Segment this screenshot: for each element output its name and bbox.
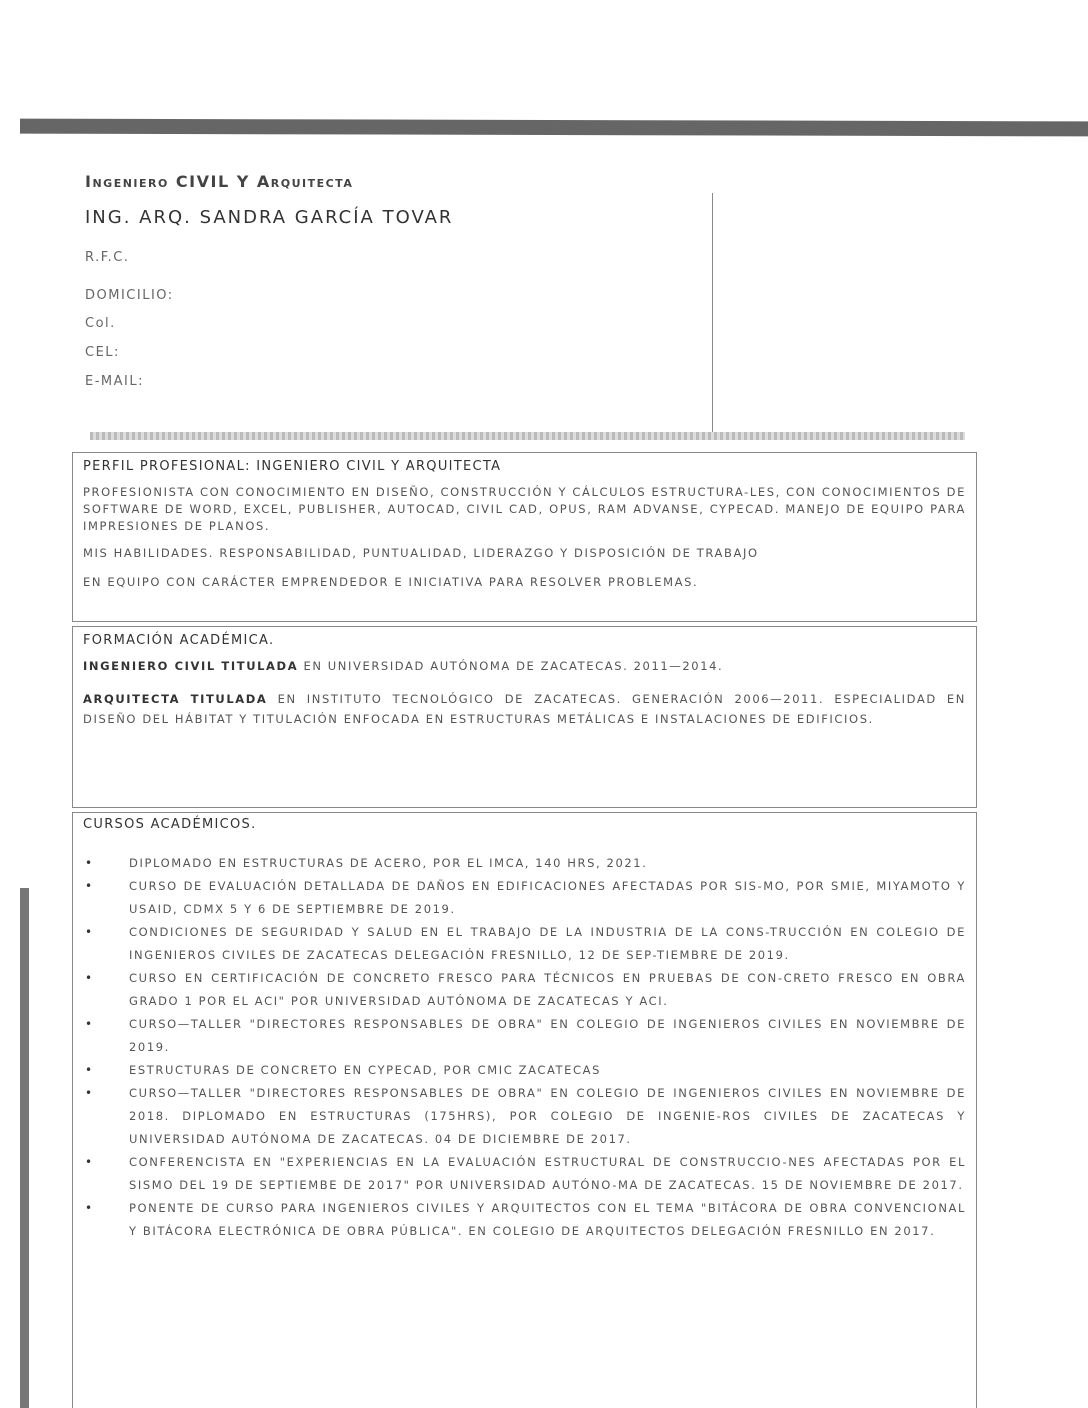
formacion-section <box>72 626 977 808</box>
course-item <box>83 967 966 1013</box>
cursos-section <box>72 812 977 1408</box>
bullet-icon: • <box>85 925 94 939</box>
cursos-title: CURSOS ACADÉMICOS. <box>83 817 257 832</box>
perfil-text: PROFESIONISTA CON CONOCIMIENTO EN DISEÑO, CONSTRUCCIÓN Y CÁLCULOS ESTRUCTURA-LES, CON CONOCIMIENTOS DE SOFTWARE DE WORD, EXCEL, PUBLISHER, AUTOCAD, CIVIL CAD, OPUS, RAM ADVANSE, CYPECAD. MANEJO DE EQUIPO PARA IMPRESIONES DE PLANOS. <box>83 485 966 533</box>
perfil-skills-cont: EN EQUIPO CON CARÁCTER EMPRENDEDOR E INICIATIVA PARA RESOLVER PROBLEMAS. <box>83 575 699 589</box>
perfil-title: PERFIL PROFESIONAL: INGENIERO CIVIL Y ARQUITECTA <box>83 459 502 474</box>
bullet-icon: • <box>85 1155 94 1169</box>
email-label: E-MAIL: <box>85 374 144 389</box>
col-label: Col. <box>85 316 116 331</box>
education-entry <box>83 689 966 729</box>
bullet-icon: • <box>85 1201 94 1215</box>
course-text: CONDICIONES DE SEGURIDAD Y SALUD EN EL TRABAJO DE LA INDUSTRIA DE LA CONS-TRUCCIÓN EN COLEGIO DE INGENIEROS CIVILES DE ZACATECAS DELEGACIÓN FRESNILLO, 12 DE SEP-TIEMBRE DE 2019. <box>129 925 966 962</box>
bullet-icon: • <box>85 1063 94 1077</box>
perfil-section <box>72 452 977 622</box>
person-name: ING. ARQ. SANDRA GARCÍA TOVAR <box>85 207 454 228</box>
address-label: DOMICILIO: <box>85 288 174 303</box>
header-bar <box>20 119 1088 137</box>
cel-label: CEL: <box>85 345 120 360</box>
divider <box>90 432 965 440</box>
course-text: CURSO—TALLER "DIRECTORES RESPONSABLES DE OBRA" EN COLEGIO DE INGENIEROS CIVILES EN NOVIEMBRE DE 2019. <box>129 1017 966 1054</box>
institution: EN INSTITUTO TECNOLÓGICO DE ZACATECAS. GENERACIÓN 2006—2011. ESPECIALIDAD EN DISEÑO DEL HÁBITAT Y TITULACIÓN ENFOCADA EN ESTRUCTURAS METÁLICAS E INSTALACIONES DE EDIFICIOS. <box>83 692 966 726</box>
course-item <box>83 875 966 921</box>
course-item <box>83 921 966 967</box>
course-item <box>83 1082 966 1151</box>
rfc-label: R.F.C. <box>85 250 130 265</box>
bullet-icon: • <box>85 1086 94 1100</box>
photo-placeholder <box>712 193 973 435</box>
institution: EN UNIVERSIDAD AUTÓNOMA DE ZACATECAS. 2011—2014. <box>298 659 724 673</box>
course-text: CONFERENCISTA EN "EXPERIENCIAS EN LA EVALUACIÓN ESTRUCTURAL DE CONSTRUCCIO-NES AFECTADAS POR EL SISMO DEL 19 DE SEPTIEMBE DE 2017" POR UNIVERSIDAD AUTÓNO-MA DE ZACATECAS. 15 DE NOVIEMBRE DE 2017. <box>129 1155 966 1192</box>
education-entry <box>83 658 966 675</box>
course-text: ESTRUCTURAS DE CONCRETO EN CYPECAD, POR CMIC ZACATECAS <box>129 1063 602 1077</box>
bullet-icon: • <box>85 879 94 893</box>
degree: ARQUITECTA TITULADA <box>83 692 268 706</box>
cursos-list <box>83 852 966 1243</box>
profession-title: Ingeniero CIVIL Y Arquitecta <box>85 172 354 191</box>
degree: INGENIERO CIVIL TITULADA <box>83 659 299 673</box>
course-text: CURSO EN CERTIFICACIÓN DE CONCRETO FRESCO PARA TÉCNICOS EN PRUEBAS DE CON-CRETO FRESCO EN OBRA GRADO 1 POR EL ACI" POR UNIVERSIDAD AUTÓNOMA DE ZACATECAS Y ACI. <box>129 971 966 1008</box>
course-item <box>83 852 966 875</box>
bullet-icon: • <box>85 856 94 870</box>
bullet-icon: • <box>85 1017 94 1031</box>
formacion-title: FORMACIÓN ACADÉMICA. <box>83 633 275 648</box>
course-item <box>83 1197 966 1243</box>
course-text: CURSO DE EVALUACIÓN DETALLADA DE DAÑOS EN EDIFICACIONES AFECTADAS POR SIS-MO, POR SMIE, MIYAMOTO Y USAID, CDMX 5 Y 6 DE SEPTIEMBRE DE 2019. <box>129 879 966 916</box>
course-item <box>83 1059 966 1082</box>
course-text: CURSO—TALLER "DIRECTORES RESPONSABLES DE OBRA" EN COLEGIO DE INGENIEROS CIVILES EN NOVIEMBRE DE 2018. DIPLOMADO EN ESTRUCTURAS (175HRS), POR COLEGIO DE INGENIE-ROS CIVILES DE ZACATECAS Y UNIVERSIDAD AUTÓNOMA DE ZACATECAS. 04 DE DICIEMBRE DE 2017. <box>129 1086 966 1146</box>
course-text: DIPLOMADO EN ESTRUCTURAS DE ACERO, POR EL IMCA, 140 HRS, 2021. <box>129 856 648 870</box>
bullet-icon: • <box>85 971 94 985</box>
course-item <box>83 1151 966 1197</box>
scan-edge <box>20 888 29 1408</box>
course-text: PONENTE DE CURSO PARA INGENIEROS CIVILES Y ARQUITECTOS CON EL TEMA "BITÁCORA DE OBRA CONVENCIONAL Y BITÁCORA ELECTRÓNICA DE OBRA PÚBLICA". EN COLEGIO DE ARQUITECTOS DELEGACIÓN FRESNILLO EN 2017. <box>129 1201 966 1238</box>
course-item <box>83 1013 966 1059</box>
perfil-skills: MIS HABILIDADES. RESPONSABILIDAD, PUNTUALIDAD, LIDERAZGO Y DISPOSICIÓN DE TRABAJO <box>83 546 759 560</box>
